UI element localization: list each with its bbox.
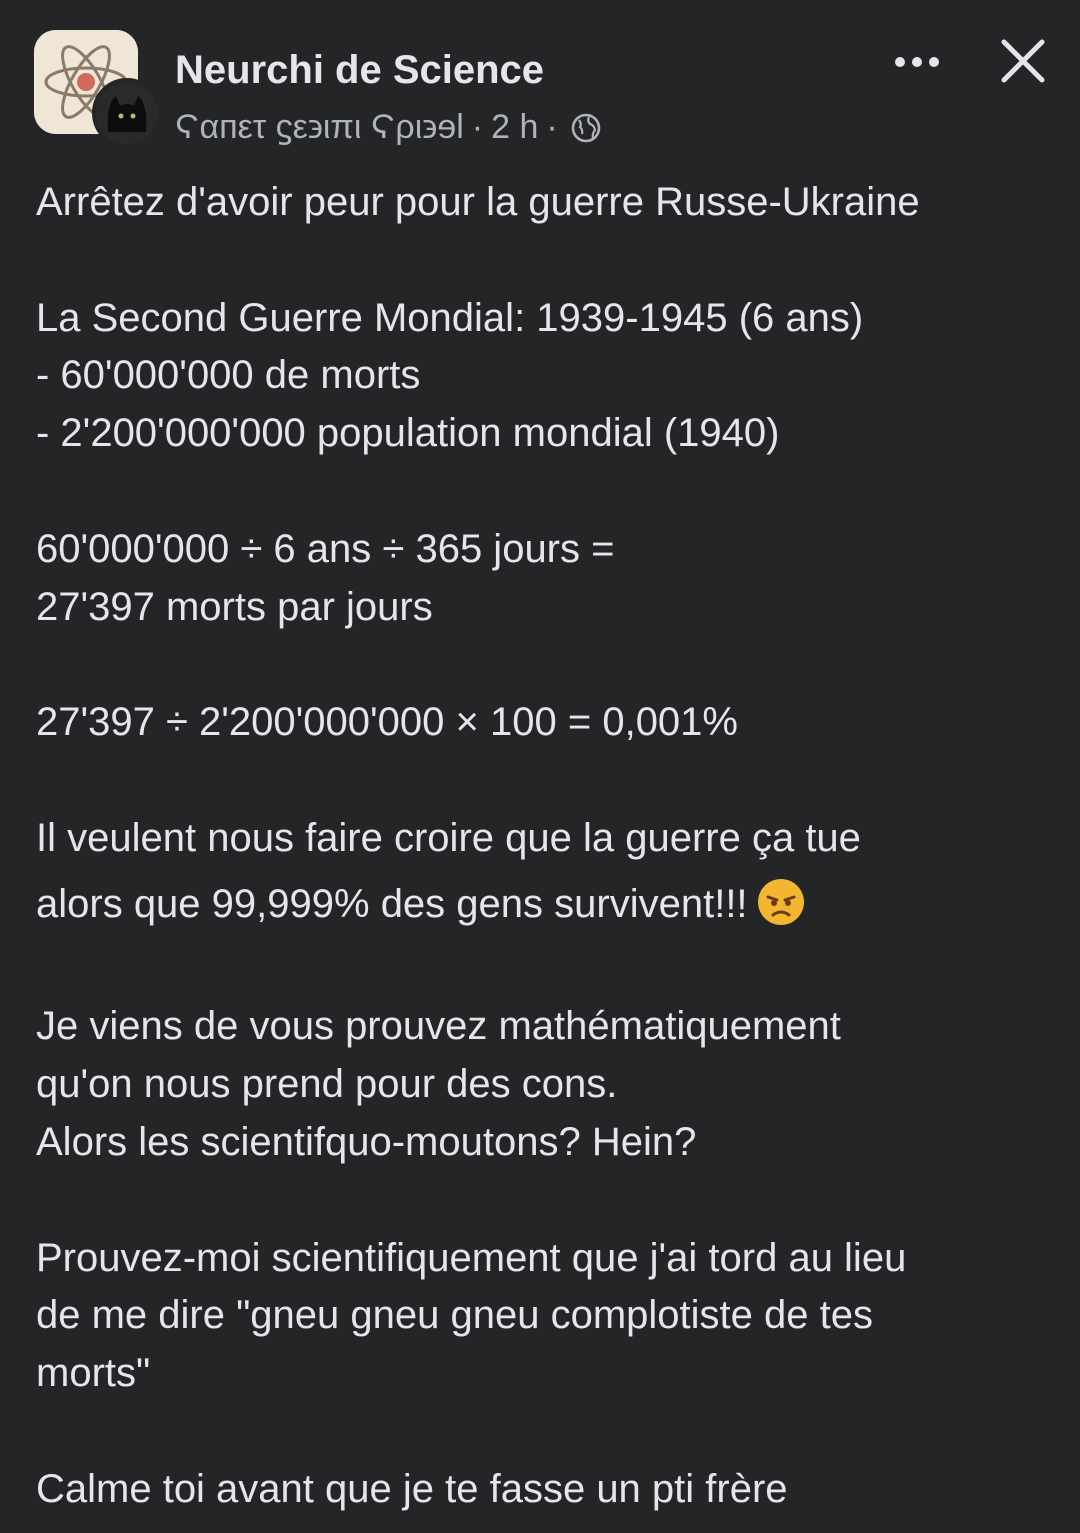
- close-icon: [996, 34, 1050, 88]
- post-line: Alors les scientifquo-moutons? Hein?: [36, 1119, 697, 1164]
- blank-line: [36, 232, 1056, 290]
- blank-line: [36, 636, 1056, 694]
- post-line: morts": [36, 1351, 151, 1396]
- post-line: Il veulent nous faire croire que la guerre ça tue: [36, 815, 861, 860]
- blank-line: [36, 752, 1056, 810]
- author-name[interactable]: Ϛαпετ ϛε϶ιπι Ϛρι϶ɘl: [175, 108, 464, 146]
- blank-line: [36, 463, 1056, 521]
- post-line: Prouvez-moi scientifiquement que j'ai tord au lieu: [36, 1235, 907, 1280]
- post-line: qu'on nous prend pour des cons.: [36, 1062, 618, 1107]
- post-line: 27'397 morts par jours: [36, 584, 433, 629]
- meta-separator: ·: [471, 108, 484, 146]
- post-line: Je viens de vous prouvez mathématiquement: [36, 1004, 841, 1049]
- post-text: [36, 174, 1056, 1519]
- post-header: [0, 0, 1080, 160]
- user-avatar[interactable]: [92, 78, 162, 148]
- more-dots-icon: [890, 44, 946, 80]
- post-time[interactable]: 2 h: [491, 108, 539, 146]
- globe-icon: [570, 112, 602, 144]
- meta-separator: ·: [546, 108, 558, 146]
- blank-line: [36, 1403, 1056, 1461]
- post-line: 60'000'000 ÷ 6 ans ÷ 365 jours =: [36, 526, 615, 571]
- post-line: alors que 99,999% des gens survivent!!!: [36, 881, 748, 926]
- close-button[interactable]: [996, 34, 1050, 88]
- group-name[interactable]: Neurchi de Science: [175, 48, 545, 92]
- post-line: - 60'000'000 de morts: [36, 353, 421, 398]
- angry-face-icon: [756, 877, 806, 927]
- blank-line: [36, 1172, 1056, 1230]
- post-line: de me dire "gneu gneu gneu complotiste de tes: [36, 1293, 873, 1338]
- post-line: - 2'200'000'000 population mondial (1940): [36, 411, 780, 456]
- more-options-button[interactable]: [890, 44, 946, 80]
- blank-line: [36, 941, 1056, 999]
- post-line: Calme toi avant que je te fasse un pti frère: [36, 1466, 788, 1511]
- post-line: 27'397 ÷ 2'200'000'000 × 100 = 0,001%: [36, 700, 738, 745]
- post-line: Arrêtez d'avoir peur pour la guerre Russe-Ukraine: [36, 180, 920, 224]
- post-line-with-emoji: [36, 868, 1056, 941]
- post-line: La Second Guerre Mondial: 1939-1945 (6 ans): [36, 295, 864, 340]
- post-meta: [175, 108, 602, 147]
- avatar-group[interactable]: [34, 30, 154, 140]
